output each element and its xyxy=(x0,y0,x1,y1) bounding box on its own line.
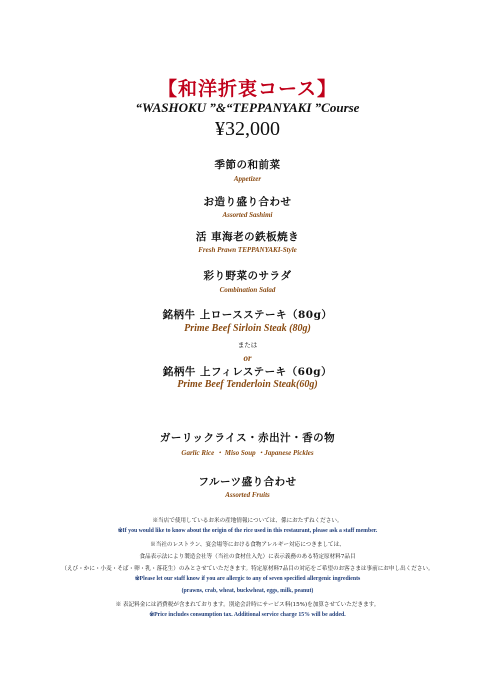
menu-title: 【和洋折衷コース】 xyxy=(157,78,338,100)
note-allergy-jp-3: （えび・かに・小麦・そば・卵・乳・落花生）のみとさせていただきます。特定原材料7品目の対応をご希望のお客さまは事前にお申し出ください。 xyxy=(61,566,434,572)
note-rice-origin-jp: ※当店で使用しているお米の産地情報については、係におたずねください。 xyxy=(152,518,343,524)
course-salad-jp: 彩り野菜のサラダ xyxy=(203,270,292,282)
course-sirloin-jp: 銘柄牛 上ロースステーキ（80g） xyxy=(162,309,333,321)
note-tax-en: ※Price includes consumption tax. Additional service charge 15% will be added. xyxy=(149,612,346,618)
course-sirloin-en: Prime Beef Sirloin Steak (80g) xyxy=(184,323,311,334)
course-sashimi-jp: お造り盛り合わせ xyxy=(203,196,292,208)
course-appetizer-en: Appetizer xyxy=(233,175,262,183)
course-prawn-en: Fresh Prawn TEPPANYAKI-Style xyxy=(198,246,297,254)
course-rice-jp: ガーリックライス・赤出汁・香の物 xyxy=(159,432,336,444)
course-appetizer-jp: 季節の和前菜 xyxy=(214,159,281,171)
course-fruits-jp: フルーツ盛り合わせ xyxy=(198,476,297,488)
note-allergy-en-2: (prawns, crab, wheat, buckwheat, eggs, milk, peanut) xyxy=(181,588,314,594)
course-tenderloin-jp: 銘柄牛 上フィレステーキ（60g） xyxy=(162,366,333,378)
course-rice-en: Garlic Rice ・ Miso Soup ・Japanese Pickles xyxy=(181,449,314,457)
menu-price: ¥32,000 xyxy=(215,118,280,140)
menu-subtitle: “WASHOKU ”&“TEPPANYAKI ”Course xyxy=(135,100,360,115)
course-choice-or: or xyxy=(243,353,252,363)
note-allergy-jp-1: ※当社のレストラン、宴会場等における食物アレルギー対応につきましては、 xyxy=(150,542,345,548)
course-prawn-jp: 活 車海老の鉄板焼き xyxy=(195,231,300,243)
course-salad-en: Combination Salad xyxy=(219,286,276,294)
course-tenderloin-en: Prime Beef Tenderloin Steak(60g) xyxy=(177,379,318,390)
note-tax-jp: ※ 表記料金には消費税が含まれております。別途会計時にサービス料(15%)を加算させていただきます。 xyxy=(115,602,380,608)
course-choice-mata: または xyxy=(237,341,258,349)
note-allergy-en-1: ※Please let our staff know if you are allergic to any of seven specified allergenic ingredients xyxy=(134,576,361,582)
note-rice-origin-en: ※If you would like to know about the origin of the rice used in this restaurant, please ask a staff member. xyxy=(117,528,378,534)
course-sashimi-en: Assorted Sashimi xyxy=(222,211,273,219)
note-allergy-jp-2: 食品表示法により製造会社等（当社の食材仕入先）に表示義務のある特定原材料7品目 xyxy=(139,554,356,560)
course-fruits-en: Assorted Fruits xyxy=(225,491,270,499)
